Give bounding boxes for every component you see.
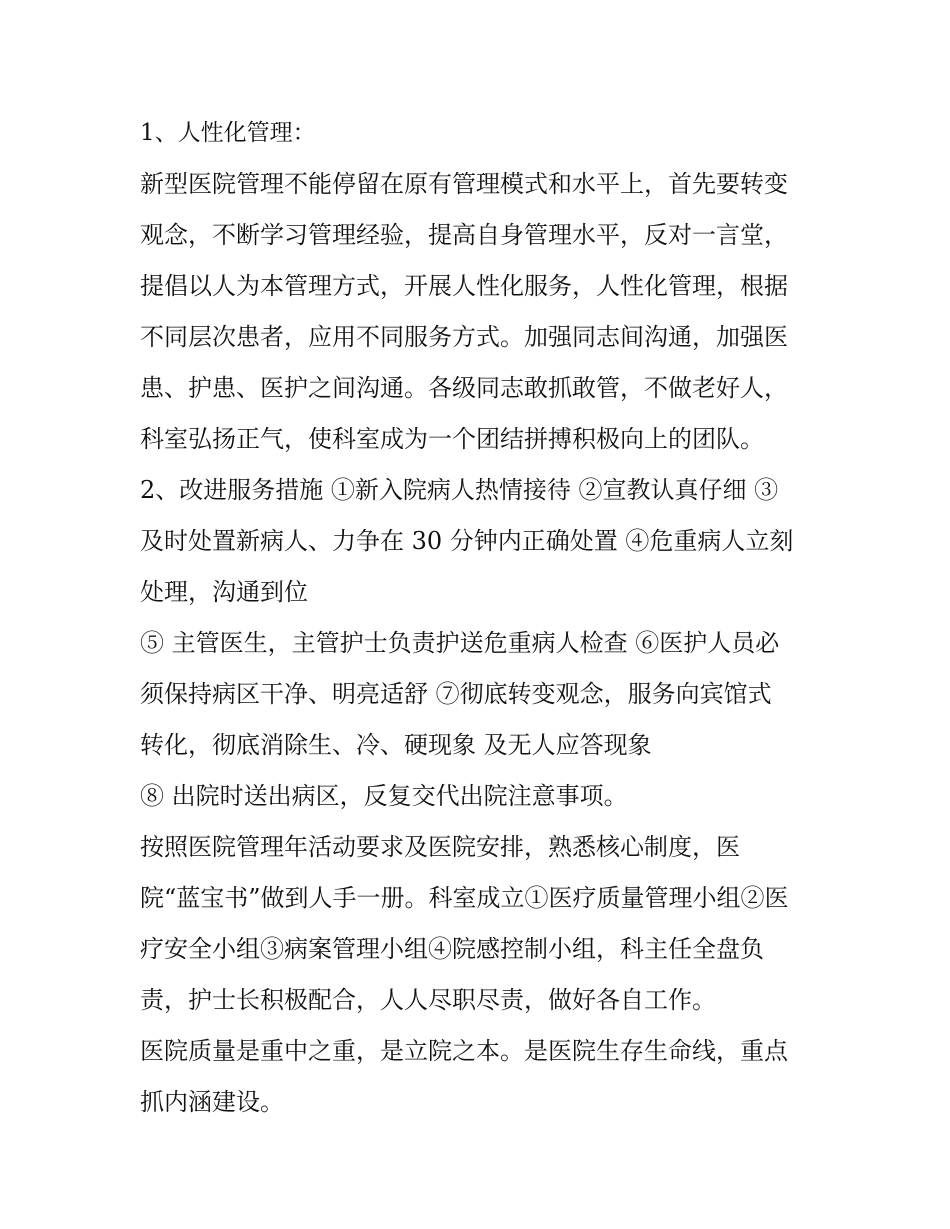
paragraph-line: 观念，不断学习管理经验，提高自身管理水平，反对一言堂， [140, 221, 788, 249]
paragraph-line: 医院质量是重中之重，是立院之本。是医院生存生命线，重点 [140, 1037, 788, 1065]
paragraph-line: 科室弘扬正气，使科室成为一个团结拼搏积极向上的团队。 [140, 425, 764, 453]
paragraph-line: 及时处置新病人、力争在 30 分钟内正确处置 ④危重病人立刻 [140, 527, 794, 555]
section-heading-service-measures: 2、改进服务措施 ①新入院病人热情接待 ②宣教认真仔细 ③ [140, 476, 779, 504]
paragraph-line: 抓内涵建设。 [140, 1088, 284, 1116]
paragraph-line: ⑤ 主管医生，主管护士负责护送危重病人检查 ⑥医护人员必 [140, 629, 780, 657]
paragraph-line: 新型医院管理不能停留在原有管理模式和水平上，首先要转变 [140, 170, 788, 198]
paragraph-line: 提倡以人为本管理方式，开展人性化服务，人性化管理，根据 [140, 272, 788, 300]
paragraph-line: ⑧ 出院时送出病区，反复交代出院注意事项。 [140, 782, 628, 810]
paragraph-line: 按照医院管理年活动要求及医院安排，熟悉核心制度，医 [140, 833, 740, 861]
paragraph-line: 转化，彻底消除生、冷、硬现象 及无人应答现象 [140, 731, 652, 759]
paragraph-line: 院“蓝宝书”做到人手一册。科室成立①医疗质量管理小组②医 [140, 884, 789, 912]
paragraph-line: 疗安全小组③病案管理小组④院感控制小组，科主任全盘负 [140, 935, 764, 963]
paragraph-line: 处理，沟通到位 [140, 578, 308, 606]
paragraph-line: 不同层次患者，应用不同服务方式。加强同志间沟通，加强医 [140, 323, 788, 351]
paragraph-line: 须保持病区干净、明亮适舒 ⑦彻底转变观念，服务向宾馆式 [140, 680, 772, 708]
section-heading-humanized-management: 1、人性化管理： [140, 120, 316, 146]
paragraph-line: 责，护士长积极配合，人人尽职尽责，做好各自工作。 [140, 986, 716, 1014]
document-body [140, 108, 820, 1128]
paragraph-line: 患、护患、医护之间沟通。各级同志敢抓敢管，不做老好人， [140, 374, 788, 402]
